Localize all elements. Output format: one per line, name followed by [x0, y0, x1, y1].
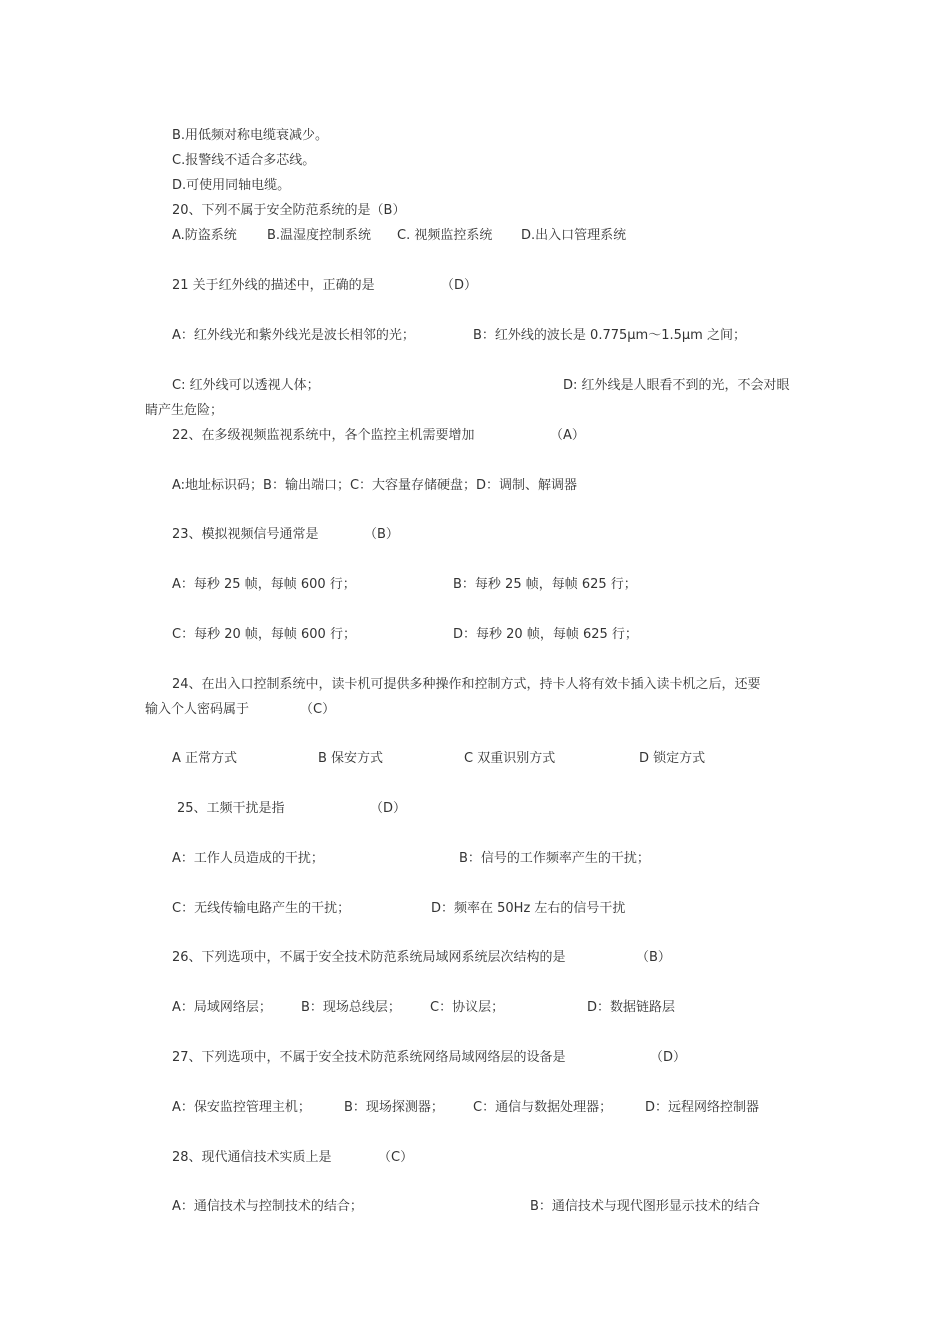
- question-27-options: [0, 1098, 950, 1118]
- question-22: [0, 426, 950, 446]
- option-text: B.温湿度控制系统: [267, 228, 372, 243]
- question-21: [0, 276, 950, 296]
- option-text: B：每秒 25 帧，每帧 625 行；: [453, 577, 637, 592]
- option-b-line: B.用低频对称电缆衰减少。: [172, 128, 329, 143]
- answer-text: （C）: [300, 702, 336, 717]
- question-20: 20、下列不属于安全防范系统的是（B）: [172, 203, 406, 218]
- option-text: A 正常方式: [172, 751, 238, 766]
- option-text: A：通信技术与控制技术的结合；: [172, 1199, 363, 1214]
- question-25: [0, 799, 950, 819]
- option-text: C：无线传输电路产生的干扰；: [172, 901, 351, 916]
- answer-text: （D）: [441, 278, 478, 293]
- answer-text: （D）: [370, 801, 407, 816]
- question-text: 27、下列选项中，不属于安全技术防范系统网络局域网络层的设备是: [172, 1050, 566, 1065]
- answer-text: （B）: [636, 950, 671, 965]
- option-text: C. 视频监控系统: [397, 228, 493, 243]
- option-text: C：每秒 20 帧，每帧 600 行；: [172, 627, 356, 642]
- option-text: B：信号的工作频率产生的干扰；: [459, 851, 650, 866]
- question-text: 26、下列选项中，不属于安全技术防范系统局域网系统层次结构的是: [172, 950, 566, 965]
- option-text: B：红外线的波长是 0.775μm～1.5μm 之间；: [473, 328, 746, 343]
- option-text: A：每秒 25 帧，每帧 600 行；: [172, 577, 356, 592]
- option-text: A：工作人员造成的干扰；: [172, 851, 324, 866]
- option-text: D 锁定方式: [639, 751, 706, 766]
- option-text: C 双重识别方式: [464, 751, 556, 766]
- option-text: D：远程网络控制器: [645, 1100, 760, 1115]
- question-23-options-cd: [0, 625, 950, 645]
- option-text: B：现场总线层；: [301, 1000, 401, 1015]
- question-text: 21 关于红外线的描述中，正确的是: [172, 278, 375, 293]
- question-22-options: A:地址标识码；B：输出端口；C：大容量存储硬盘；D：调制、解调器: [172, 478, 578, 493]
- question-24: 24、在出入口控制系统中，读卡机可提供多种操作和控制方式，持卡人将有效卡插入读卡机之后，还要: [172, 677, 761, 692]
- question-text: 28、现代通信技术实质上是: [172, 1150, 332, 1165]
- option-d-line: D.可使用同轴电缆。: [172, 178, 291, 193]
- option-text: D: 红外线是人眼看不到的光，不会对眼: [563, 378, 790, 393]
- question-23: [0, 525, 950, 545]
- question-25-options-ab: [0, 849, 950, 869]
- question-20-options: [0, 226, 950, 246]
- question-21-options-cd: [0, 376, 950, 396]
- question-23-options-ab: [0, 575, 950, 595]
- answer-text: （C）: [378, 1150, 414, 1165]
- question-text: 23、模拟视频信号通常是: [172, 527, 319, 542]
- question-26-options: [0, 998, 950, 1018]
- option-text: D.出入口管理系统: [521, 228, 627, 243]
- option-text: C：通信与数据处理器；: [473, 1100, 613, 1115]
- option-text: A：保安监控管理主机；: [172, 1100, 311, 1115]
- question-24-options: [0, 749, 950, 769]
- question-28-options: [0, 1197, 950, 1217]
- question-text: 22、在多级视频监视系统中，各个监控主机需要增加: [172, 428, 475, 443]
- option-text: B 保安方式: [318, 751, 384, 766]
- option-text: D：频率在 50Hz 左右的信号干扰: [431, 901, 626, 916]
- question-24-continuation: [0, 700, 950, 720]
- option-c-line: C.报警线不适合多芯线。: [172, 153, 316, 168]
- question-26: [0, 948, 950, 968]
- option-text: A：局域网络层；: [172, 1000, 272, 1015]
- option-text: B：现场探测器；: [344, 1100, 444, 1115]
- answer-text: （A）: [550, 428, 585, 443]
- question-text: 输入个人密码属于: [145, 702, 250, 717]
- question-21-options-ab: [0, 326, 950, 346]
- option-text: A.防盗系统: [172, 228, 237, 243]
- option-text: C：协议层；: [430, 1000, 505, 1015]
- question-25-options-cd: [0, 899, 950, 919]
- option-text: D：数据链路层: [587, 1000, 676, 1015]
- answer-text: （D）: [650, 1050, 687, 1065]
- option-text: B：通信技术与现代图形显示技术的结合: [530, 1199, 760, 1214]
- option-text: A：红外线光和紫外线光是波长相邻的光；: [172, 328, 415, 343]
- option-text: C: 红外线可以透视人体；: [172, 378, 320, 393]
- question-28: [0, 1148, 950, 1168]
- question-27: [0, 1048, 950, 1068]
- answer-text: （B）: [364, 527, 399, 542]
- question-text: 25、工频干扰是指: [177, 801, 285, 816]
- option-continuation: 睛产生危险；: [145, 403, 224, 418]
- option-text: D：每秒 20 帧，每帧 625 行；: [453, 627, 638, 642]
